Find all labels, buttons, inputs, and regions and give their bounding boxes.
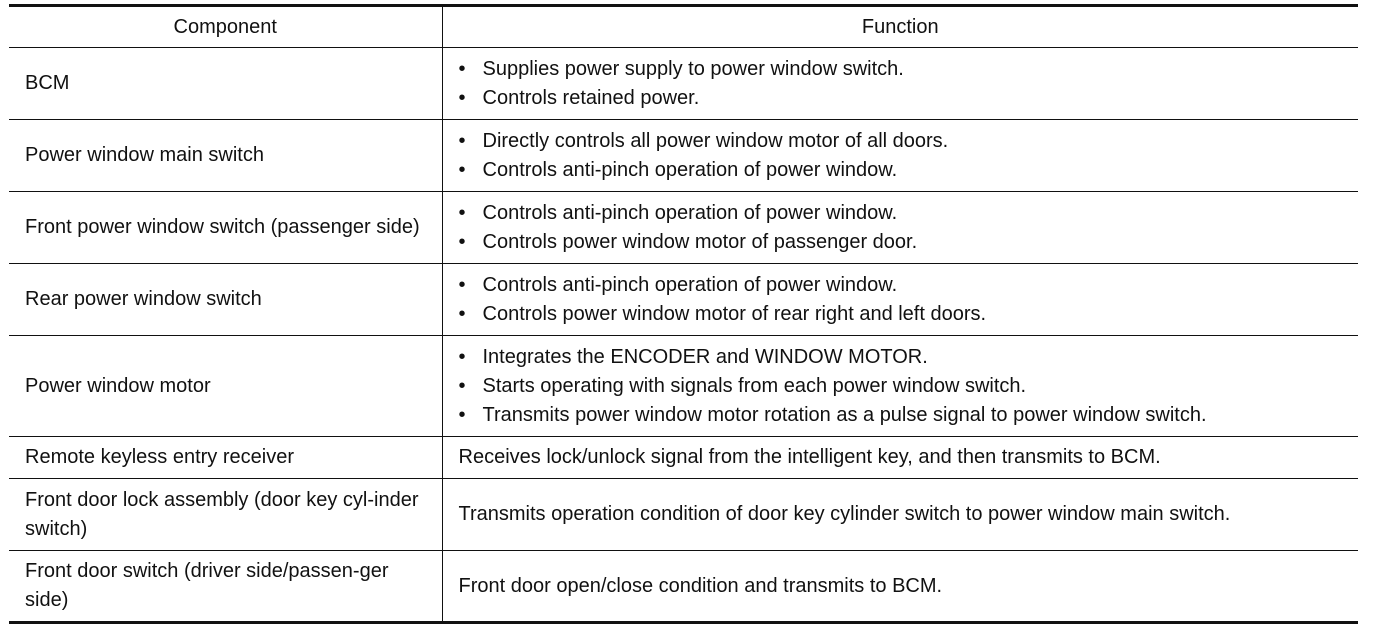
function-item: • Starts operating with signals from each power window switch.	[459, 372, 1351, 401]
function-item: • Controls anti-pinch operation of power window.	[459, 156, 1351, 185]
component-label: Remote keyless entry receiver	[25, 446, 294, 468]
header-component: Component	[173, 15, 277, 38]
table-row	[9, 48, 1358, 120]
component-label: Front power window switch (passenger side)	[25, 216, 420, 238]
component-label: BCM	[25, 72, 70, 94]
function-item: • Supplies power supply to power window switch.	[459, 55, 1351, 84]
component-label: Front door lock assembly (door key cyl-inder switch)	[25, 488, 419, 540]
header-function: Function	[442, 6, 1358, 48]
table-row	[9, 192, 1358, 264]
function-cell	[442, 437, 1358, 479]
component-function-table	[9, 4, 1358, 624]
function-text: Front door open/close condition and transmits to BCM.	[458, 574, 943, 597]
component-cell	[9, 120, 442, 192]
function-item: • Controls power window motor of passenger door.	[459, 228, 1351, 257]
component-label: Power window motor	[25, 374, 211, 397]
function-list	[459, 271, 1351, 329]
function-item: • Controls anti-pinch operation of power window.	[459, 199, 1351, 228]
component-label: Power window main switch	[25, 144, 264, 166]
component-function-table-container	[9, 4, 1358, 624]
function-list	[459, 55, 1351, 113]
component-cell	[9, 48, 442, 120]
table-header-row	[9, 6, 1358, 48]
function-item: • Transmits power window motor rotation as a pulse signal to power window switch.	[459, 401, 1351, 430]
function-item: • Integrates the ENCODER and WINDOW MOTOR.	[459, 343, 1351, 372]
function-cell	[442, 551, 1358, 623]
table-row	[9, 479, 1358, 551]
function-cell	[442, 48, 1358, 120]
function-cell	[442, 120, 1358, 192]
component-label: Rear power window switch	[25, 288, 262, 310]
component-cell	[9, 551, 442, 623]
function-cell	[442, 479, 1358, 551]
function-text: Receives lock/unlock signal from the intelligent key, and then transmits to BCM.	[458, 446, 1161, 468]
function-cell	[442, 336, 1358, 437]
function-item: • Controls anti-pinch operation of power window.	[459, 271, 1351, 300]
function-cell	[442, 264, 1358, 336]
function-list	[459, 343, 1351, 430]
table-row	[9, 437, 1358, 479]
component-cell	[9, 437, 442, 479]
table-row	[9, 551, 1358, 623]
table-row	[9, 336, 1358, 437]
function-item: • Controls power window motor of rear right and left doors.	[459, 300, 1351, 329]
component-cell	[9, 479, 442, 551]
component-label: Front door switch (driver side/passen-ger side)	[25, 560, 389, 611]
function-cell	[442, 192, 1358, 264]
table-row	[9, 264, 1358, 336]
component-cell	[9, 336, 442, 437]
table-row	[9, 120, 1358, 192]
function-list	[459, 127, 1351, 185]
function-item: • Controls retained power.	[459, 84, 1351, 113]
component-cell	[9, 264, 442, 336]
component-cell	[9, 192, 442, 264]
function-item: • Directly controls all power window motor of all doors.	[459, 127, 1351, 156]
function-list	[459, 199, 1351, 257]
function-text: Transmits operation condition of door key cylinder switch to power window main switch.	[458, 503, 1231, 525]
